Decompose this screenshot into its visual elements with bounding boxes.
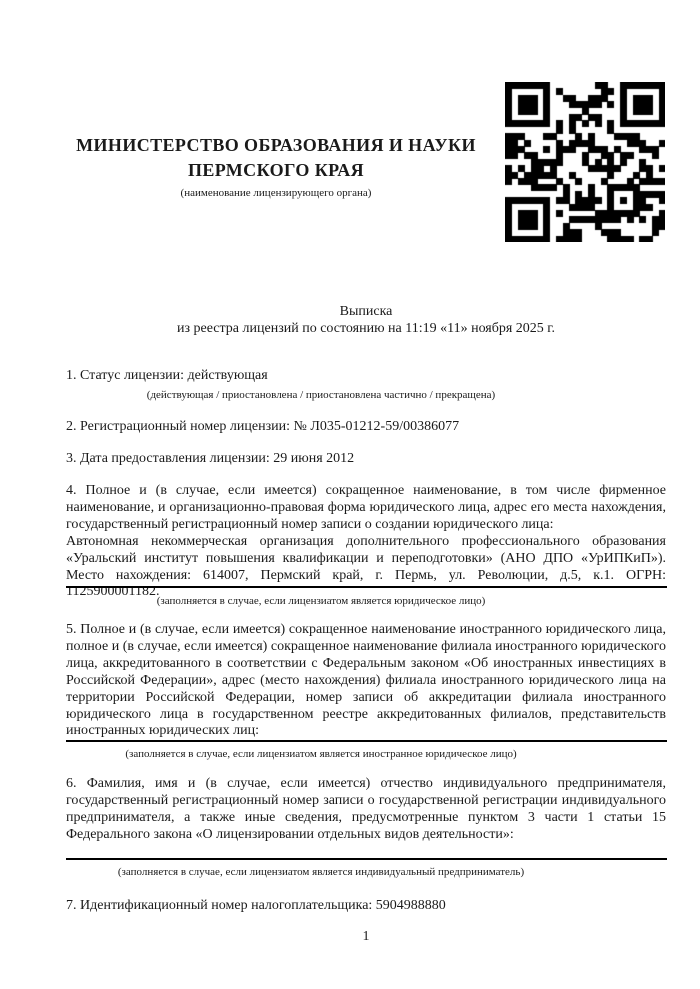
field-individual-entrepreneur-label: 6. Фамилия, имя и (в случае, если имеется) отчество индивидуального предпринимателя, государственный регистрационный номер записи о государственной регистрации индивидуального предпринимателя, а также иные сведения, предусмотренные пунктом 3 части 1 статьи 15 Федерального закона «О лицензировании отдельных видов деятельности»:: [66, 776, 666, 842]
document-title-line1: Выписка: [339, 304, 393, 319]
field-legal-entity: [66, 483, 666, 601]
ministry-name-line2: ПЕРМСКОГО КРАЯ: [187, 160, 365, 180]
field-foreign-entity: [66, 622, 666, 740]
field-taxpayer-id: 7. Идентификационный номер налогоплательщика: 5904988880: [66, 898, 446, 913]
licensing-authority-caption: (наименование лицензирующего органа): [180, 187, 372, 199]
field-legal-entity-caption: (заполняется в случае, если лицензиатом является юридическое лицо): [156, 595, 486, 607]
field-foreign-entity-label: 5. Полное и (в случае, если имеется) сокращенное наименование иностранного юридического лица, полное и (в случае, если имеется) сокращенное наименование филиала иностранного юридического лица, аккредитованного в соответствии с Федеральным законом «Об иностранных инвестициях в Российской Федерации», адрес (место нахождения) филиала иностранного юридического лица на территории Российской Федерации, номер записи об аккредитации филиала иностранного юридического лица в государственном реестре аккредитованных филиалов, представительств иностранных юридических лиц:: [66, 622, 666, 739]
page-number: 1: [362, 929, 370, 944]
rule-legal-entity: [66, 586, 667, 588]
field-legal-entity-value: Автономная некоммерческая организация дополнительного профессионального образования «Уральский институт повышения квалификации и переподготовки» (АНО ДПО «УрИПКиП»). Место нахождения: 614007, Пермский край, г. Пермь, ул. Революции, д.5, к.1. ОГРН: 1125900001182.: [66, 533, 666, 600]
ministry-name-line1: МИНИСТЕРСТВО ОБРАЗОВАНИЯ И НАУКИ: [76, 135, 476, 155]
rule-foreign-entity: [66, 740, 667, 742]
ministry-header: [66, 133, 486, 200]
field-registration-number: 2. Регистрационный номер лицензии: № Л035-01212-59/00386077: [66, 419, 460, 434]
rule-individual-entrepreneur: [66, 858, 667, 860]
field-individual-entrepreneur: [66, 776, 666, 844]
document-title-line2: из реестра лицензий по состоянию на 11:19 «11» ноября 2025 г.: [177, 321, 555, 336]
qr-code: [505, 82, 665, 242]
field-foreign-entity-caption: (заполняется в случае, если лицензиатом является иностранное юридическое лицо): [125, 748, 517, 760]
field-license-status: 1. Статус лицензии: действующая: [66, 368, 268, 383]
field-legal-entity-label: 4. Полное и (в случае, если имеется) сокращенное наименование, в том числе фирменное наименование, и организационно-правовая форма юридического лица, адрес его места нахождения, государственный регистрационный номер записи о создании юридического лица:: [66, 483, 666, 532]
document-title: [66, 303, 666, 337]
field-license-status-caption: (действующая / приостановлена / приостановлена частично / прекращена): [146, 389, 496, 401]
field-individual-entrepreneur-caption: (заполняется в случае, если лицензиатом является индивидуальный предприниматель): [117, 866, 525, 878]
field-grant-date: 3. Дата предоставления лицензии: 29 июня 2012: [66, 451, 355, 466]
